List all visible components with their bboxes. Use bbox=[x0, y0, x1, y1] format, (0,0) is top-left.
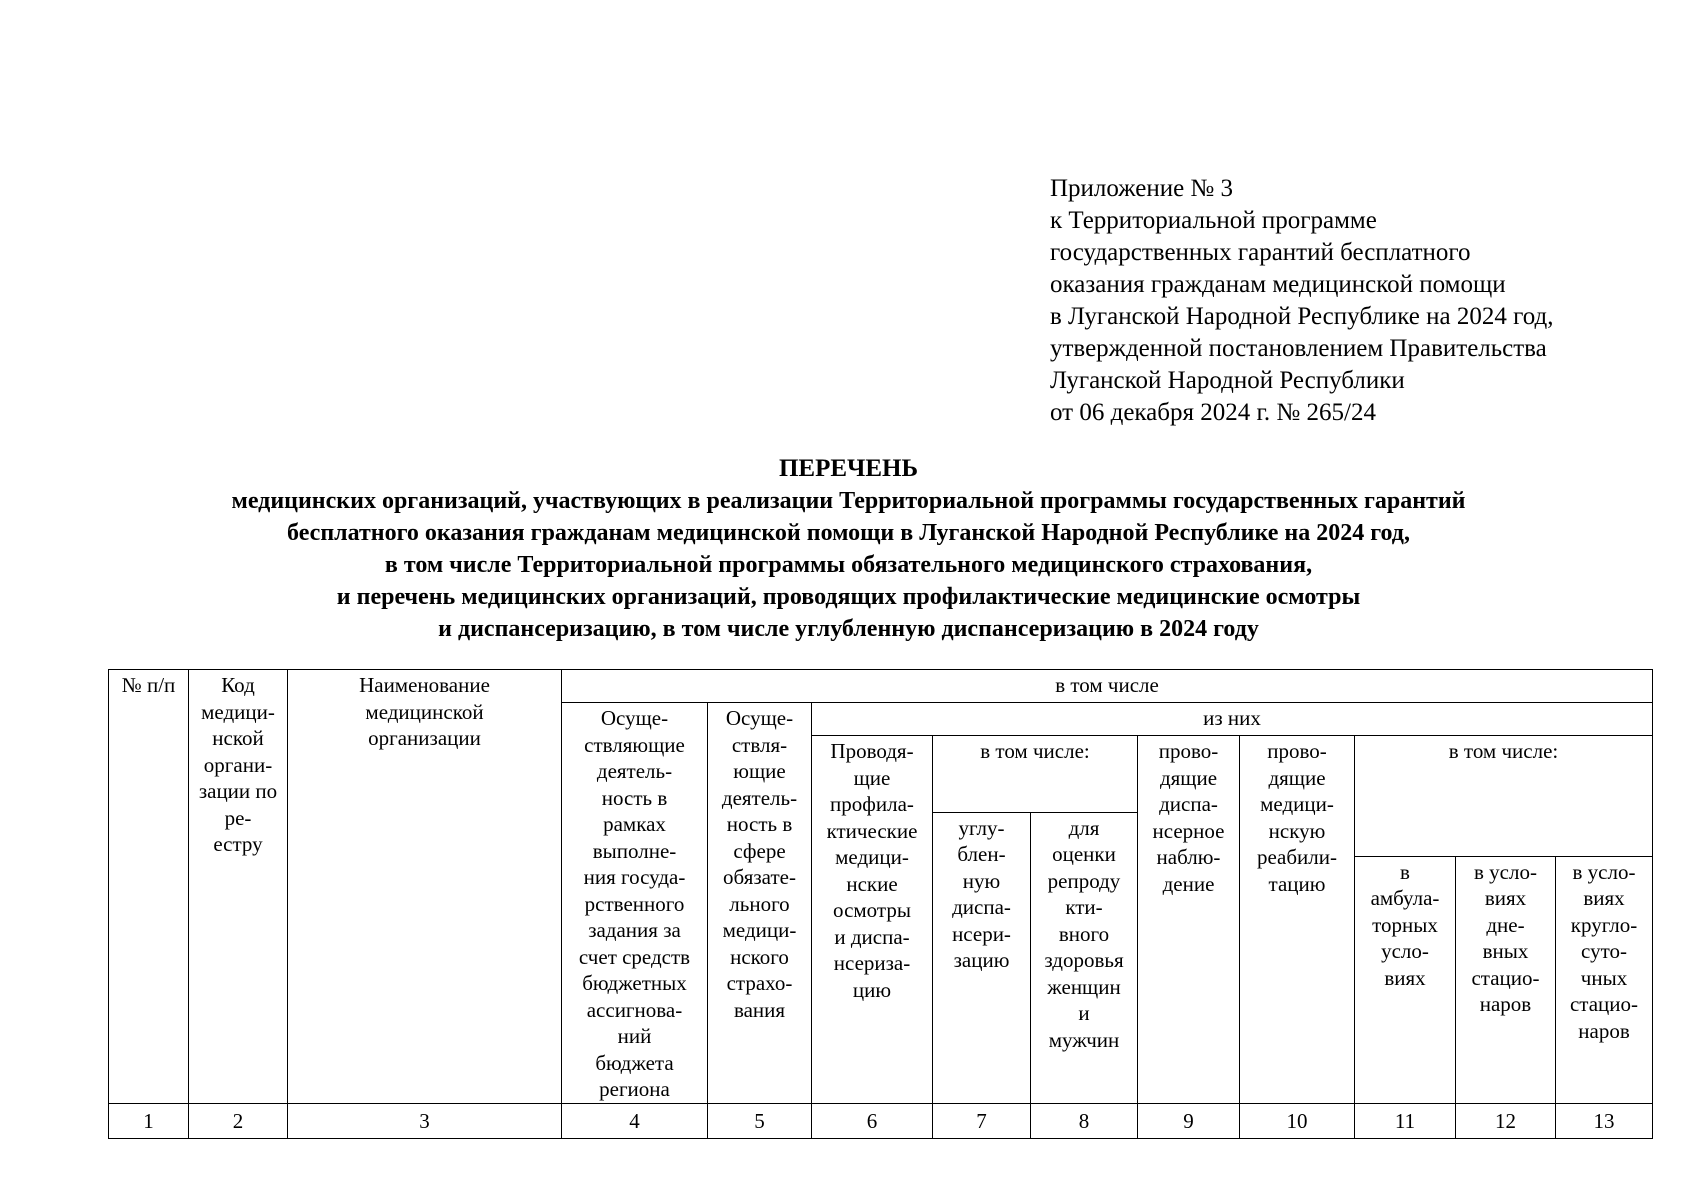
column-number: 9 bbox=[1138, 1103, 1240, 1138]
header-reproductive: для оценки репроду кти- вного здоровья женщин и мужчин bbox=[1031, 812, 1138, 1103]
header-including: в том числе bbox=[562, 670, 1653, 703]
column-number: 12 bbox=[1456, 1103, 1556, 1138]
column-number: 7 bbox=[933, 1103, 1031, 1138]
appendix-note bbox=[1050, 173, 1554, 429]
organizations-table bbox=[108, 669, 1653, 1139]
column-number: 10 bbox=[1240, 1103, 1355, 1138]
appendix-line: оказания гражданам медицинской помощи bbox=[1050, 271, 1506, 298]
appendix-line: от 06 декабря 2024 г. № 265/24 bbox=[1050, 399, 1376, 426]
header-in-depth: углу- блен- ную диспа- нсери- зацию bbox=[933, 812, 1031, 1103]
column-number: 3 bbox=[288, 1103, 562, 1138]
header-day-hospital: в усло- виях дне- вных стацио- наров bbox=[1456, 856, 1556, 1103]
column-number: 5 bbox=[708, 1103, 812, 1138]
column-number: 8 bbox=[1031, 1103, 1138, 1138]
title-line: и диспансеризацию, в том числе углубленную диспансеризацию в 2024 году bbox=[438, 616, 1259, 642]
header-including-colon: в том числе: bbox=[933, 736, 1138, 813]
title-line: в том числе Территориальной программы обязательного медицинского страхования, bbox=[384, 552, 1313, 578]
document-title bbox=[0, 453, 1697, 645]
column-number: 2 bbox=[189, 1103, 288, 1138]
title-heading: ПЕРЕЧЕНЬ bbox=[778, 455, 919, 482]
appendix-line: государственных гарантий бесплатного bbox=[1050, 239, 1471, 266]
header-outpatient: в амбула- торных усло- виях bbox=[1355, 856, 1456, 1103]
header-including-colon: в том числе: bbox=[1355, 736, 1653, 857]
header-round-clock: в усло- виях кругло- суто- чных стацио- наров bbox=[1556, 856, 1653, 1103]
header-rehab: прово- дящие медици- нскую реабили- тацию bbox=[1240, 736, 1355, 1104]
column-number: 11 bbox=[1355, 1103, 1456, 1138]
title-line: бесплатного оказания гражданам медицинской помощи в Луганской Народной Республике на 2024 год, bbox=[287, 520, 1410, 546]
header-dispensary: прово- дящие диспа- нсерное наблю- дение bbox=[1138, 736, 1240, 1104]
column-number: 1 bbox=[109, 1103, 189, 1138]
header-name: Наименование медицинской организации bbox=[288, 670, 562, 1104]
appendix-line: к Территориальной программе bbox=[1050, 207, 1377, 234]
header-state-task: Осуще- ствляющие деятель- ность в рамках выполне- ния госуда- рственного задания за счет средств бюджетных ассигнова- ний бюджета региона bbox=[562, 703, 708, 1104]
header-oms: Осуще- ствля- ющие деятель- ность в сфере обязате- льного медици- нского страхо- вания bbox=[708, 703, 812, 1104]
column-number: 6 bbox=[812, 1103, 933, 1138]
appendix-line: Приложение № 3 bbox=[1050, 175, 1234, 202]
header-prophylactic: Проводя- щие профила- ктические медици- нские осмотры и диспа- нсериза- цию bbox=[812, 736, 933, 1104]
column-number: 13 bbox=[1556, 1103, 1653, 1138]
appendix-line: в Луганской Народной Республике на 2024 год, bbox=[1050, 303, 1554, 330]
title-line: медицинских организаций, участвующих в реализации Территориальной программы государственных гарантий bbox=[231, 488, 1466, 514]
header-code: Код медици- нской органи- зации по ре- естру bbox=[189, 670, 288, 1104]
header-num: № п/п bbox=[109, 670, 189, 1104]
column-numbers-row bbox=[109, 1103, 1653, 1138]
title-line: и перечень медицинских организаций, проводящих профилактические медицинские осмотры bbox=[336, 584, 1361, 610]
header-of-them: из них bbox=[812, 703, 1653, 736]
column-number: 4 bbox=[562, 1103, 708, 1138]
appendix-line: Луганской Народной Республики bbox=[1050, 367, 1405, 394]
appendix-line: утвержденной постановлением Правительства bbox=[1050, 335, 1547, 362]
